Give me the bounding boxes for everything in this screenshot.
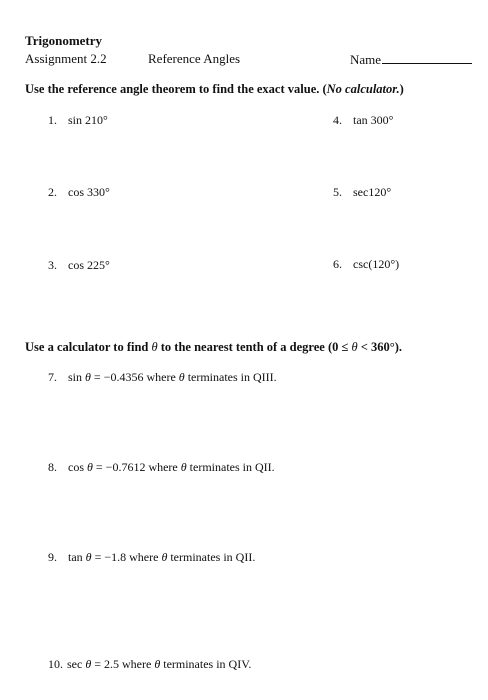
assignment-label: Assignment 2.2 [25,51,107,66]
problem-2: 2. cos 330° [48,185,110,199]
name-field[interactable] [350,51,472,68]
name-label: Name [350,52,382,67]
course-title: Trigonometry [25,33,103,48]
problem-6: 6. csc(120°) [333,257,400,271]
problem-8: 8. cos θ = −0.7612 where θ terminates in QII. [48,460,275,474]
problem-10: 10. sec θ = 2.5 where θ terminates in QIV. [48,657,252,671]
name-blank-line[interactable] [382,51,472,64]
section1-instruction: Use the reference angle theorem to find the exact value. (No calculator.) [25,82,404,96]
problem-4: 4. tan 300° [333,113,394,127]
problem-1: 1. sin 210° [48,113,108,127]
problem-3: 3. cos 225° [48,258,110,272]
problem-7: 7. sin θ = −0.4356 where θ terminates in QIII. [48,370,277,384]
section2-instruction: Use a calculator to find θ to the nearest tenth of a degree (0 ≤ θ < 360°). [25,340,403,354]
problem-5: 5. sec120° [333,185,392,199]
problem-9: 9. tan θ = −1.8 where θ terminates in QII. [48,550,256,564]
topic-label: Reference Angles [148,51,241,66]
